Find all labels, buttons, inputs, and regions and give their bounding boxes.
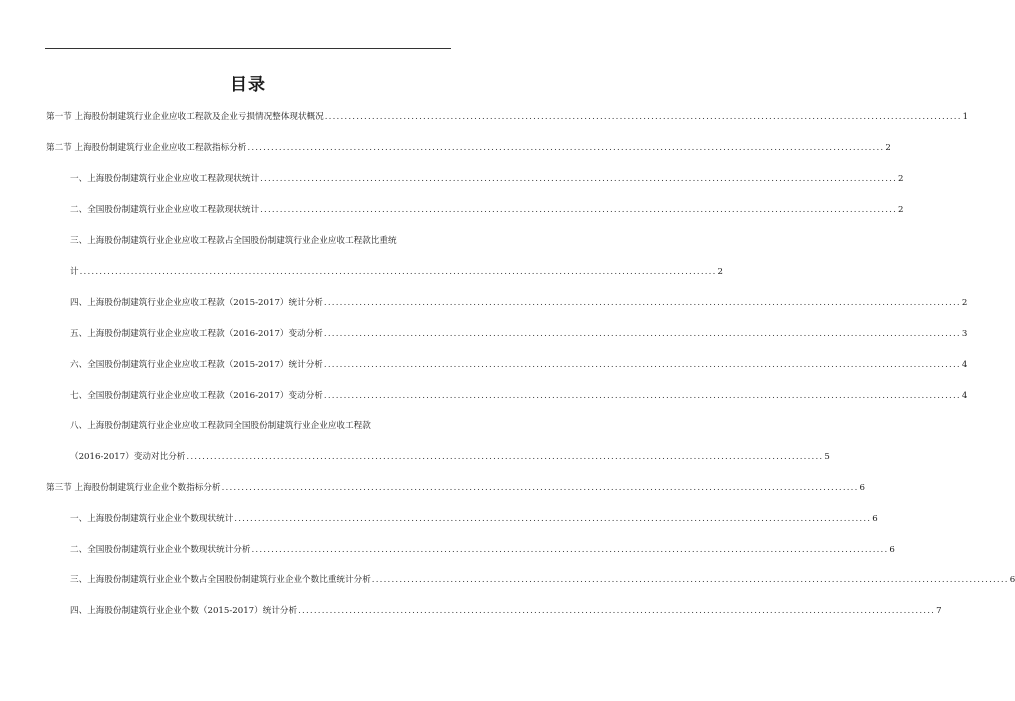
- toc-page-number: 2: [885, 143, 891, 153]
- toc-entry-text: 三、上海股份制建筑行业企业应收工程款占全国股份制建筑行业企业应收工程款比重统: [70, 236, 397, 246]
- toc-entry[interactable]: [70, 205, 904, 216]
- toc-leader-dots: ..................................................................................................................................................................: [323, 298, 961, 308]
- toc-page-number: 4: [961, 360, 968, 370]
- toc-leader-dots: ..................................................................................................................................................................: [260, 205, 898, 215]
- toc-entry[interactable]: [70, 545, 895, 556]
- toc-entry-text: 第三节 上海股份制建筑行业企业个数指标分析: [46, 483, 221, 493]
- toc-entry-text: 第二节 上海股份制建筑行业企业应收工程款指标分析: [46, 143, 247, 153]
- toc-leader-dots: ..................................................................................................................................................................: [186, 452, 824, 462]
- toc-page-number: 5: [824, 452, 830, 462]
- toc-leader-dots: ..................................................................................................................................................................: [323, 360, 961, 370]
- toc-page-number: 4: [961, 391, 968, 401]
- toc-leader-dots: ..................................................................................................................................................................: [247, 143, 885, 153]
- toc-entry-text: 一、上海股份制建筑行业企业应收工程款现状统计: [70, 174, 260, 184]
- toc-entry[interactable]: [70, 391, 968, 402]
- toc-entry-text: （2016-2017）变动对比分析: [70, 452, 186, 462]
- toc-entry[interactable]: [70, 360, 968, 371]
- toc-page-number: 7: [936, 606, 942, 616]
- toc-entry-text: 一、上海股份制建筑行业企业个数现状统计: [70, 514, 234, 524]
- toc-entry-section-3[interactable]: [46, 483, 866, 494]
- toc-page-number: 2: [961, 298, 968, 308]
- toc-entry-text: 八、上海股份制建筑行业企业应收工程款同全国股份制建筑行业企业应收工程款: [70, 421, 371, 431]
- toc-leader-dots: ..................................................................................................................................................................: [260, 174, 898, 184]
- toc-leader-dots: ..................................................................................................................................................................: [79, 267, 717, 277]
- toc-entry-text: 七、全国股份制建筑行业企业应收工程款（2016-2017）变动分析: [70, 391, 323, 401]
- toc-entry[interactable]: [70, 514, 878, 525]
- toc-entry-line-1[interactable]: [70, 421, 449, 432]
- toc-page-number: 2: [898, 174, 904, 184]
- toc-entry-text: 六、全国股份制建筑行业企业应收工程款（2015-2017）统计分析: [70, 360, 323, 370]
- toc-entry-text: 三、上海股份制建筑行业企业个数占全国股份制建筑行业企业个数比重统计分析: [70, 575, 371, 585]
- toc-page-number: 3: [961, 329, 968, 339]
- toc-entry-text: 二、全国股份制建筑行业企业应收工程款现状统计: [70, 205, 260, 215]
- toc-page-number: 6: [872, 514, 878, 524]
- toc-entry-line-2[interactable]: [70, 267, 724, 278]
- toc-entry-text: 第一节 上海股份制建筑行业企业应收工程款及企业亏损情况整体现状概况: [46, 112, 324, 122]
- toc-leader-dots: ..................................................................................................................................................................: [234, 514, 872, 524]
- toc-leader-dots: ..................................................................................................................................................................: [371, 575, 1009, 585]
- toc-title: 目录: [230, 75, 266, 95]
- toc-entry[interactable]: [70, 298, 968, 309]
- toc-entry-text: 四、上海股份制建筑行业企业应收工程款（2015-2017）统计分析: [70, 298, 323, 308]
- toc-entry-text: 四、上海股份制建筑行业企业个数（2015-2017）统计分析: [70, 606, 298, 616]
- toc-page-number: 2: [898, 205, 904, 215]
- toc-page-number: 1: [962, 112, 969, 122]
- toc-leader-dots: ..................................................................................................................................................................: [323, 391, 961, 401]
- toc-entry-section-1[interactable]: [46, 112, 969, 123]
- toc-page-number: 6: [889, 545, 895, 555]
- toc-leader-dots: ..................................................................................................................................................................: [251, 545, 889, 555]
- toc-entry[interactable]: [70, 575, 1015, 586]
- toc-entry[interactable]: [70, 174, 904, 185]
- toc-entry-section-2[interactable]: [46, 143, 891, 154]
- toc-entry-text: 计: [70, 267, 79, 277]
- toc-entry[interactable]: [70, 329, 968, 340]
- toc-entry-line-2[interactable]: [70, 452, 830, 463]
- toc-entry-text: 五、上海股份制建筑行业企业应收工程款（2016-2017）变动分析: [70, 329, 323, 339]
- toc-entry-line-1[interactable]: [70, 236, 449, 247]
- toc-leader-dots: ..................................................................................................................................................................: [323, 329, 961, 339]
- toc-entry-text: 二、全国股份制建筑行业企业个数现状统计分析: [70, 545, 251, 555]
- toc-page-number: 6: [859, 483, 866, 493]
- toc-leader-dots: ..................................................................................................................................................................: [324, 112, 962, 122]
- toc-leader-dots: ..................................................................................................................................................................: [221, 483, 859, 493]
- toc-leader-dots: ..................................................................................................................................................................: [298, 606, 936, 616]
- toc-page-number: 6: [1009, 575, 1015, 585]
- toc-entry[interactable]: [70, 606, 942, 617]
- toc-page-number: 2: [717, 267, 724, 277]
